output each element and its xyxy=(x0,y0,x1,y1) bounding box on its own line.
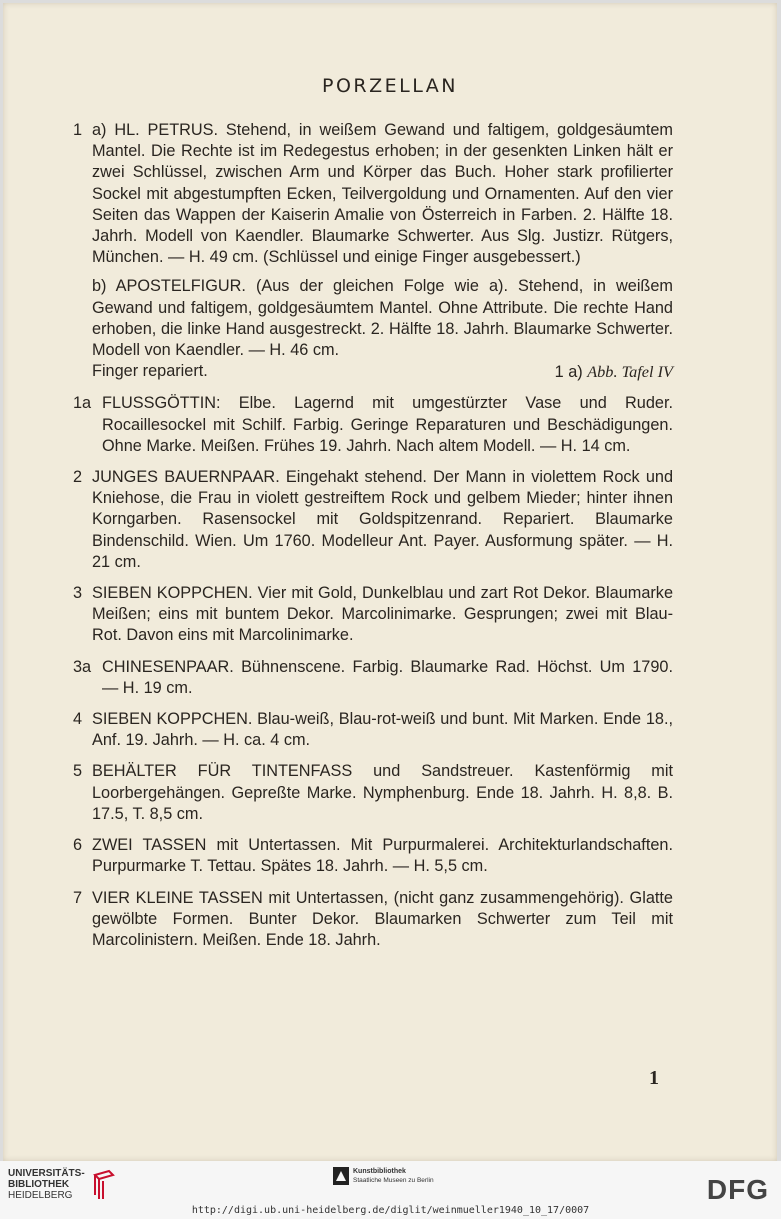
entry-number: 1 xyxy=(73,121,83,139)
entry-sub-b-last-line: Finger repariert. xyxy=(92,362,208,381)
ub-logo-text xyxy=(8,1168,85,1201)
catalog-entry-7 xyxy=(73,888,673,952)
entry-text: SIEBEN KOPPCHEN. Blau-weiß, Blau-rot-weiß und bunt. Mit Marken. Ende 18., Anf. 19. Jahrh. — H. ca. 4 cm. xyxy=(92,710,673,750)
entry-sub-b-ref-line xyxy=(92,361,673,383)
catalog-entries xyxy=(73,120,673,961)
catalog-entry-3a xyxy=(73,657,673,699)
entry-text: SIEBEN KOPPCHEN. Vier mit Gold, Dunkelblau und zart Rot Dekor. Blaumarke Meißen; eins mit buntem Dekor. Marcolinimarke. Gesprungen; zwei mit Blau-Rot. Davon eins mit Marcolinimarke. xyxy=(92,584,673,645)
catalog-entry-1 xyxy=(73,120,673,383)
entry-number: 7 xyxy=(73,888,83,907)
entry-text: FLUSSGÖTTIN: Elbe. Lagernd mit umgestürzter Vase und Ruder. Rocaillesockel mit Schilf. Farbig. Geringe Reparaturen und Beschädigungen. Ohne Marke. Meißen. Frühes 19. Jahrh. Nach altem Modell. — H. 14 cm. xyxy=(102,394,673,455)
dfg-logo[interactable]: DFG xyxy=(706,1174,769,1205)
entry-number: 2 xyxy=(73,468,83,487)
entry-number: 3 xyxy=(73,584,83,603)
kb-line2: Staatliche Museen zu Berlin xyxy=(353,1177,434,1184)
permalink-url[interactable]: http://digi.ub.uni-heidelberg.de/diglit/weinmueller1940_10_17/0007 xyxy=(191,1205,590,1216)
entry-sub-a: a) HL. PETRUS. Stehend, in weißem Gewand und faltigem, goldgesäumtem Mantel. Die Rechte ist im Redegestus erhoben; in der gesenkten Linken hält er zwei Schlüssel, zwischen Arm und Körper das Buch. Hoher stark profilierter Sockel mit abgestumpften Ecken, Teilvergoldung und Ornamenten. Auf den vier Seiten das Wappen der Kaiserin Amalie von Österreich in Farben. 2. Hälfte 18. Jahrh. Modell von Kaendler. Blaumarke Schwerter. Aus Slg. Justizr. Rütgers, München. — H. 49 cm. (Schlüssel und einige Finger ausgebessert.) xyxy=(92,121,673,267)
catalog-entry-4 xyxy=(73,709,673,751)
kunstbibliothek-emblem-icon xyxy=(333,1167,349,1185)
catalog-entry-5 xyxy=(73,761,673,825)
entry-number: 3a xyxy=(73,657,92,676)
page-number: 1 xyxy=(649,1067,659,1089)
ub-line1: UNIVERSITÄTS- xyxy=(8,1168,85,1179)
entry-number: 5 xyxy=(73,762,83,781)
entry-text: CHINESENPAAR. Bühnenscene. Farbig. Blaumarke Rad. Höchst. Um 1790. — H. 19 cm. xyxy=(102,657,673,697)
scanned-page xyxy=(3,3,777,1161)
entry-sub-b xyxy=(92,276,673,383)
plate-reference xyxy=(555,361,673,383)
viewer-footer xyxy=(0,1161,781,1219)
ub-emblem-icon xyxy=(91,1169,117,1201)
catalog-entry-1a xyxy=(73,393,673,457)
kunstbibliothek-text xyxy=(353,1167,434,1185)
entry-sub-b-text: b) APOSTELFIGUR. (Aus der gleichen Folge wie a). Stehend, in weißem Gewand und faltigem, goldgesäumtem Mantel. Ohne Attribute. Die rechte Hand erhoben, die linke Hand ausgestreckt. 2. Hälfte 18. Jahrh. Blaumarke Schwerter. Modell von Kaendler. — H. 46 cm. xyxy=(92,277,673,360)
entry-number: 1a xyxy=(73,394,92,413)
plate-reference-prefix: 1 a) xyxy=(554,363,583,382)
catalog-entry-6 xyxy=(73,835,673,877)
catalog-entry-2 xyxy=(73,467,673,573)
ub-line3: HEIDELBERG xyxy=(8,1190,73,1201)
entry-number: 4 xyxy=(73,710,83,729)
kb-line1: Kunstbibliothek xyxy=(353,1168,406,1175)
entry-text: BEHÄLTER FÜR TINTENFASS und Sandstreuer. Kastenförmig mit Loorbergehängen. Gepreßte Marke. Nymphenburg. Ende 18. Jahrh. H. 8,8. B. 17.5, T. 8,5 cm. xyxy=(92,762,673,823)
entry-number: 6 xyxy=(73,836,83,855)
kunstbibliothek-logo[interactable] xyxy=(333,1167,434,1185)
ub-line2: BIBLIOTHEK xyxy=(8,1179,70,1190)
entry-text: ZWEI TASSEN mit Untertassen. Mit Purpurmalerei. Architekturlandschaften. Purpurmarke T. Tettau. Spätes 18. Jahrh. — H. 5,5 cm. xyxy=(92,836,673,876)
ub-heidelberg-logo[interactable] xyxy=(8,1168,117,1201)
page-title: PORZELLAN xyxy=(322,75,458,97)
plate-reference-text: Abb. Tafel IV xyxy=(587,362,673,382)
entry-text: VIER KLEINE TASSEN mit Untertassen, (nicht ganz zusammengehörig). Glatte gewölbte Formen. Bunter Dekor. Blaumarken Schwerter zum Teil mit Marcolinistern. Meißen. Ende 18. Jahrh. xyxy=(92,888,673,949)
entry-text: JUNGES BAUERNPAAR. Eingehakt stehend. Der Mann in violettem Rock und Kniehose, die Frau in violett gestreiftem Rock und gelbem Mieder; hinter ihnen Korngarben. Rasensockel mit Goldspitzenrand. Repariert. Blaumarke Bindenschild. Wien. Um 1760. Modelleur Ant. Payer. Ausformung später. — H. 21 cm. xyxy=(92,468,673,571)
catalog-entry-3 xyxy=(73,583,673,647)
